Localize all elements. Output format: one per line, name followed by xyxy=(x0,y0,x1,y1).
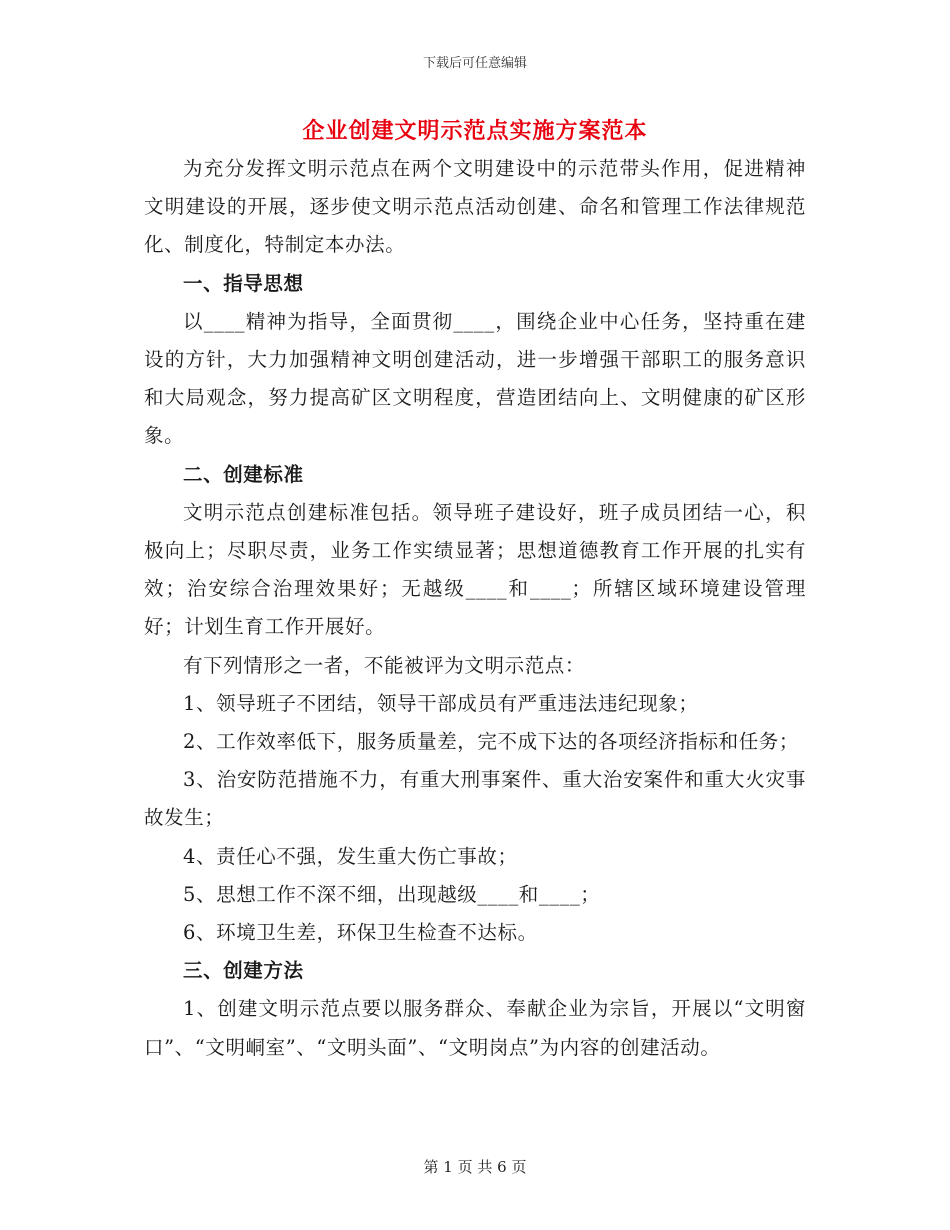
document-title: 企业创建文明示范点实施方案范本 xyxy=(302,118,648,144)
exclusion-item-2: 2、工作效率低下，服务质量差，完不成下达的各项经济指标和任务； xyxy=(183,730,800,754)
guiding-ideology-paragraph: 以____精神为指导，全面贯彻____，围绕企业中心任务，坚持重在建设的方针，大力加强精神文明创建活动，进一步增强干部职工的服务意识和大局观念，努力提高矿区文明程度，营造团结向上、文明健康的矿区形象。 xyxy=(144,309,806,448)
standards-paragraph: 文明示范点创建标准包括。领导班子建设好，班子成员团结一心，积极向上；尽职尽责，业务工作实绩显著；思想道德教育工作开展的扎实有效；治安综合治理效果好；无越级____和____；所辖区域环境建设管理好；计划生育工作开展好。 xyxy=(144,500,806,639)
section-heading-guiding-ideology: 一、指导思想 xyxy=(183,271,304,295)
exclusion-item-5: 5、思想工作不深不细，出现越级____和____； xyxy=(183,882,601,906)
header-note: 下载后可任意编辑 xyxy=(422,56,527,71)
document-body xyxy=(144,150,806,1067)
exclusion-item-6: 6、环境卫生差，环保卫生检查不达标。 xyxy=(183,921,538,945)
section-heading-methods: 三、创建方法 xyxy=(183,959,304,983)
exclusion-item-4: 4、责任心不强，发生重大伤亡事故； xyxy=(183,844,518,868)
section-heading-standards: 二、创建标准 xyxy=(183,462,304,486)
page-footer: 第 1 页 共 6 页 xyxy=(423,1158,527,1176)
methods-item-1: 1、创建文明示范点要以服务群众、奉献企业为宗旨，开展以“文明窗口”、“文明峒室”、“文明头面”、“文明岗点”为内容的创建活动。 xyxy=(144,997,806,1059)
exclusion-item-3: 3、治安防范措施不力，有重大刑事案件、重大治安案件和重大火灾事故发生； xyxy=(144,768,806,830)
exclusion-item-1: 1、领导班子不团结，领导干部成员有严重违法违纪现象； xyxy=(183,691,699,715)
intro-paragraph: 为充分发挥文明示范点在两个文明建设中的示范带头作用，促进精神文明建设的开展，逐步使文明示范点活动创建、命名和管理工作法律规范化、制度化，特制定本办法。 xyxy=(144,157,806,257)
exclusion-intro: 有下列情形之一者，不能被评为文明示范点： xyxy=(183,653,586,677)
